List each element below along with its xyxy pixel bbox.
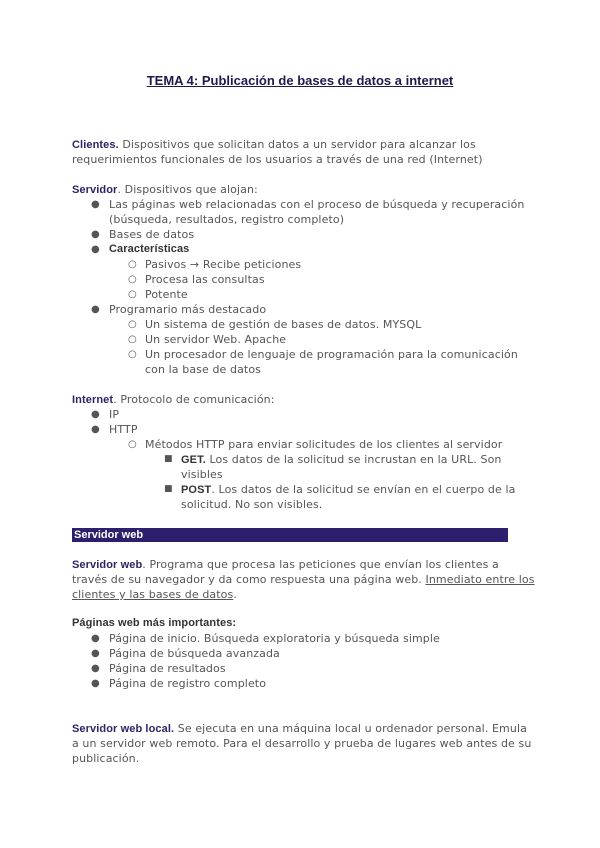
post-text-1: . Los datos de la solicitud se envían en el cuerpo de la (211, 483, 516, 496)
internet-heading (72, 392, 275, 408)
servidor-web-text-1: . Programa que procesa las peticiones que envían los clientes a (142, 558, 499, 571)
servidor-web-term: Servidor web (72, 559, 143, 571)
bullet-icon: ● (91, 409, 100, 420)
circle-bullet-icon: ○ (128, 319, 137, 330)
clientes-text-1: Dispositivos que solicitan datos a un servidor para alcanzar los (118, 138, 476, 151)
section-header-label: Servidor web (74, 529, 144, 541)
post-term: POST (181, 484, 212, 496)
caracteristicas-sub-1: Pasivos → Recibe peticiones (145, 258, 302, 271)
caracteristicas-sub-3: Potente (145, 288, 188, 301)
paginas-item-1: Página de inicio. Búsqueda exploratoria y búsqueda simple (109, 632, 440, 645)
servidor-web-underlined-2: clientes y las bases de datos (72, 588, 234, 601)
servidor-web-text-3: . (233, 588, 237, 601)
servidor-local-line2: a un servidor web remoto. Para el desarrollo y prueba de lugares web antes de su (72, 737, 532, 750)
programario-sub-3-line2: con la base de datos (145, 363, 262, 376)
bullet-icon: ● (91, 663, 100, 674)
paginas-heading: Páginas web más importantes: (72, 617, 237, 629)
servidor-item-4: Programario más destacado (109, 303, 267, 316)
servidor-local-term: Servidor web local. (72, 723, 175, 735)
servidor-web-text-2: través de su navegador y da como respuesta una página web. (72, 573, 426, 586)
get-line1 (181, 452, 501, 468)
post-line2: solicitud. No son visibles. (181, 498, 323, 511)
circle-bullet-icon: ○ (128, 349, 137, 360)
servidor-item-1-line1: Las páginas web relacionadas con el proceso de búsqueda y recuperación (109, 198, 525, 211)
servidor-item-3: Características (109, 243, 190, 255)
page-title: TEMA 4: Publicación de bases de datos a internet (146, 73, 454, 88)
servidor-local-text-1: Se ejecuta en una máquina local u ordenador personal. Emula (174, 722, 527, 735)
programario-sub-1: Un sistema de gestión de bases de datos. MYSQL (145, 318, 422, 331)
internet-item-1: IP (109, 408, 120, 421)
servidor-local-line1 (72, 721, 527, 737)
bullet-icon: ● (91, 199, 100, 210)
get-term: GET. (181, 454, 206, 466)
clientes-paragraph-line2: requerimientos funcionales de los usuarios a través de una red (Internet) (72, 153, 483, 166)
circle-bullet-icon: ○ (128, 289, 137, 300)
servidor-item-2: Bases de datos (109, 228, 195, 241)
servidor-item-1-line2: (búsqueda, resultados, registro completo) (109, 213, 345, 226)
programario-sub-2: Un servidor Web. Apache (145, 333, 287, 346)
internet-text: . Protocolo de comunicación: (113, 393, 275, 406)
servidor-local-line3: publicación. (72, 752, 140, 765)
internet-item-2: HTTP (109, 423, 138, 436)
clientes-term: Clientes. (72, 139, 119, 151)
servidor-web-line3 (72, 587, 237, 602)
http-sub-1: Métodos HTTP para enviar solicitudes de los clientes al servidor (145, 438, 503, 451)
bullet-icon: ● (91, 633, 100, 644)
circle-bullet-icon: ○ (128, 259, 137, 270)
programario-sub-3-line1: Un procesador de lenguaje de programación para la comunicación (145, 348, 518, 361)
servidor-web-line2 (72, 572, 535, 587)
clientes-paragraph-line1 (72, 137, 476, 153)
servidor-term: Servidor (72, 184, 118, 196)
post-line1 (181, 482, 515, 498)
get-text-1: Los datos de la solicitud se incrustan en la URL. Son (205, 453, 502, 466)
internet-term: Internet (72, 394, 114, 406)
servidor-web-line1 (72, 557, 499, 573)
get-line2: visibles (181, 468, 223, 481)
square-bullet-icon: ■ (164, 454, 173, 464)
bullet-icon: ● (91, 244, 100, 255)
servidor-heading (72, 182, 258, 198)
bullet-icon: ● (91, 304, 100, 315)
circle-bullet-icon: ○ (128, 439, 137, 450)
servidor-text: . Dispositivos que alojan: (117, 183, 258, 196)
bullet-icon: ● (91, 648, 100, 659)
circle-bullet-icon: ○ (128, 334, 137, 345)
paginas-item-3: Página de resultados (109, 662, 226, 675)
bullet-icon: ● (91, 678, 100, 689)
servidor-web-underlined-1: Inmediato entre los (425, 573, 535, 586)
paginas-item-4: Página de registro completo (109, 677, 267, 690)
square-bullet-icon: ■ (164, 484, 173, 494)
circle-bullet-icon: ○ (128, 274, 137, 285)
bullet-icon: ● (91, 229, 100, 240)
section-header-bar (72, 528, 508, 542)
bullet-icon: ● (91, 424, 100, 435)
caracteristicas-sub-2: Procesa las consultas (145, 273, 265, 286)
paginas-item-2: Página de búsqueda avanzada (109, 647, 280, 660)
